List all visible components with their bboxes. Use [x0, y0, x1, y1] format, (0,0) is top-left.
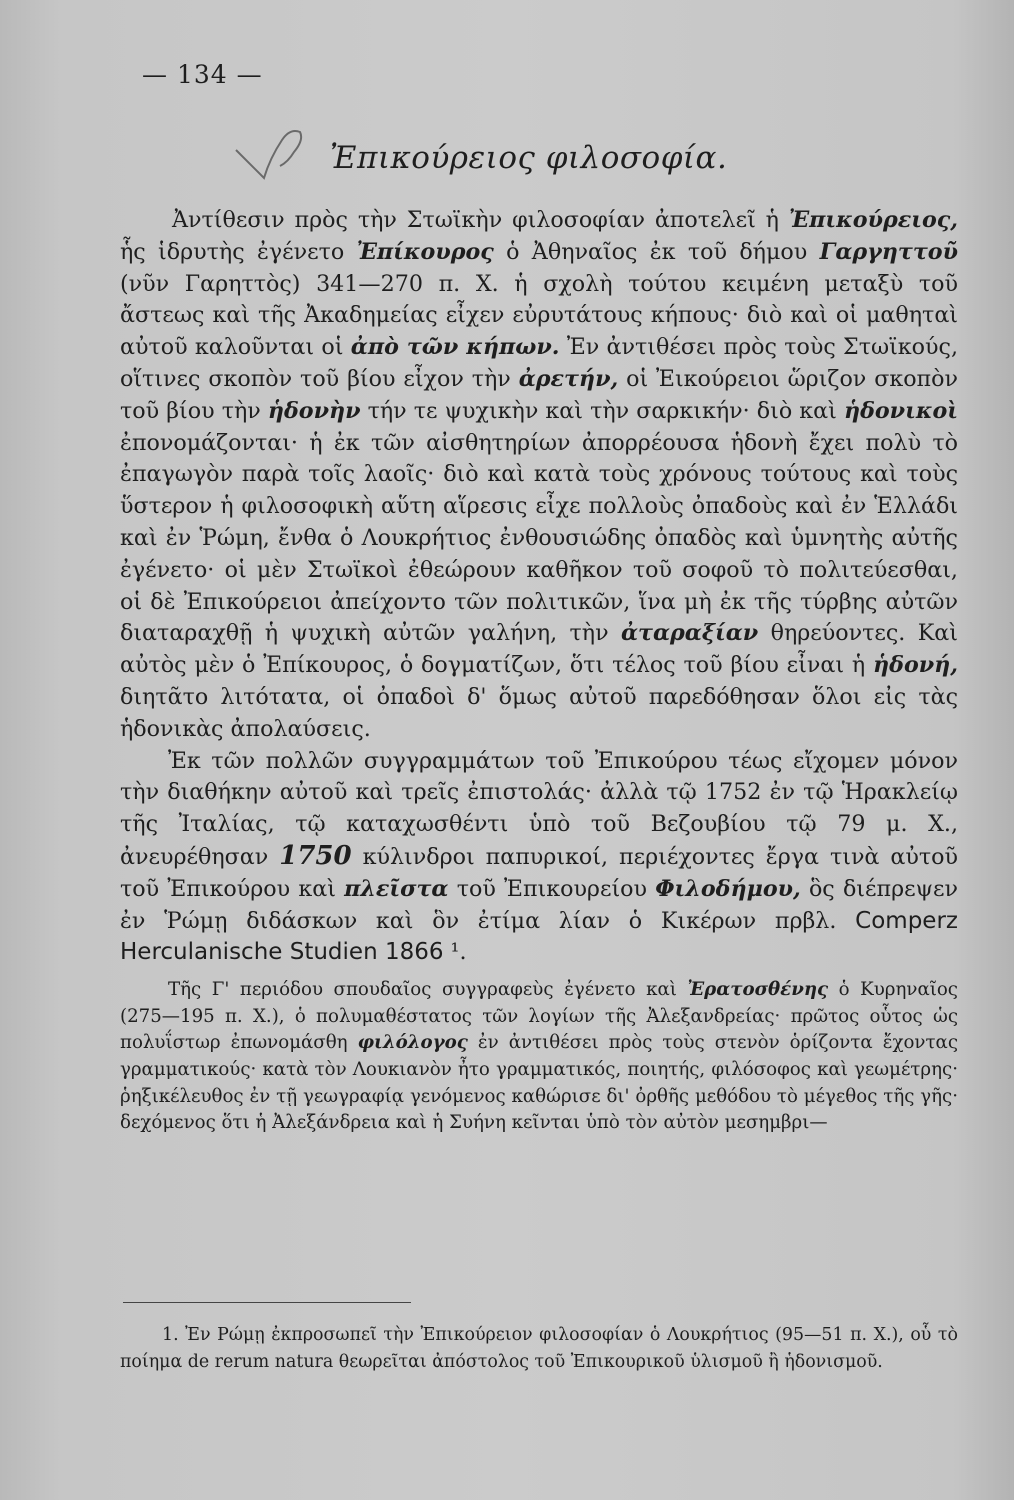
para1-segment: θηρεύοντες. Καὶ αὐτὸς μὲν ὁ Ἐπίκουρος, ὁ δογματίζων, ὅτι τέλος τοῦ βίου εἶναι ἡ — [120, 620, 958, 679]
para1-segment: τήν τε ψυχικὴν καὶ τὴν σαρκικήν· διὸ καὶ — [360, 397, 844, 424]
para1-segment: Ἐπικούρειος, — [788, 207, 958, 233]
para1-segment: Ἐν ἀντιθέσει πρὸς τοὺς Στωϊκούς, οἵτινες σκοπὸν τοῦ βίου εἶχον τὴν — [120, 334, 958, 392]
para1-segment: ἐπονομάζονται· ἡ ἐκ τῶν αἰσθητηρίων ἀπορρέουσα ἡδονὴ ἔχει πολὺ τὸ ἐπαγωγὸν παρὰ τοῖς λαοῖς· διὸ καὶ κατὰ τοὺς χρόνους τούτους καὶ τοὺς ὕστερον ἡ φιλοσοφικὴ αὕτη αἵρεσις εἶχε πολλοὺς ὀπαδοὺς καὶ ἐν Ἑλλάδι καὶ ἐν Ῥώμη, ἔνθα ὁ Λουκρήτιος ἐνθουσιώδης ὀπαδὸς καὶ ὑμνητὴς αὐτῆς ἐγένετο· οἱ μὲν Στωϊκοὶ ἐθεώρουν καθῆκον τοῦ σοφοῦ τὸ πολιτεύεσθαι, οἱ δὲ Ἐπικούρειοι ἀπείχοντο τῶν πολιτικῶν, ἵνα μὴ ἐκ τῆς τύρβης αὐτῶν διαταραχθῇ ἡ ψυχικὴ αὐτῶν γαλήνη, τὴν — [120, 429, 958, 647]
para3-segment: ἐν ἀντιθέσει πρὸς τοὺς στενὸν ὁρίζοντα ἔχοντας γραμματικούς· κατὰ τὸν Λουκιανὸν ἦτο γραμματικός, ποιητής, φιλόσοφος καὶ γεωμέτρης· ῥηξικέλευθος ἐν τῇ γεωγραφίᾳ γενόμενος καθώρισε δι' ὀρθῆς μεθόδου τὸ μέγεθος τῆς γῆς· δεχόμενος ὅτι ἡ Ἀλεξάνδρεια καὶ ἡ Συήνη κεῖνται ὑπὸ τὸν αὐτὸν μεσημβρι— — [120, 1032, 959, 1134]
para1-segment: (νῦν Γαρηττὸς) 341—270 π. Χ. ἡ σχολὴ τούτου κειμένη μεταξὺ τοῦ ἄστεως καὶ τῆς Ἀκαδημείας εἶχεν εὐρυτάτους κήπους· διὸ καὶ οἱ μαθηταὶ αὐτοῦ καλοῦνται οἱ — [120, 270, 958, 361]
para3-segment: Τῆς Γ' περιόδου σπουδαῖος συγγραφεὺς ἐγένετο καὶ — [168, 979, 688, 1001]
para1-segment: διητᾶτο λιτότατα, οἱ ὀπαδοὶ δ' ὅμως αὐτοῦ παρεδόθησαν ὅλοι εἰς τὰς ἡδονικὰς ἀπολαύσεις. — [120, 683, 958, 742]
para2-segment: Ἐκ τῶν πολλῶν συγγραμμάτων τοῦ Ἐπικούρου τέως εἴχομεν μόνον τὴν διαθήκην αὐτοῦ καὶ τρεῖς ἐπιστολάς· ἀλλὰ τῷ 1752 ἐν τῷ Ἡρακλείῳ τῆς Ἰταλίας, τῷ καταχωσθέντι ὑπὸ τοῦ Βεζουβίου τῷ 79 μ. Χ., ἀνευρέθησαν — [120, 747, 958, 870]
para2-segment: Comperz Herculanische Studien 1866 — [120, 907, 958, 966]
para1-segment: Ἐπίκουρος — [356, 238, 494, 265]
para1-segment: Γαργηττοῦ — [819, 238, 958, 265]
footnote — [120, 1322, 958, 1376]
para2-segment: Φιλοδήμου, — [655, 875, 801, 902]
paragraph-writings — [120, 746, 958, 970]
footnote-text: 1. Ἐν Ρώμῃ ἐκπροσωπεῖ τὴν Ἐπικούρειον φιλοσοφίαν ὁ Λουκρήτιος (95—51 π. Χ.), οὗ τὸ ποίημα de rerum natura θεωρεῖται ἀπόστολος τοῦ Ἐπικουρικοῦ ὑλισμοῦ ἢ ἡδονισμοῦ. — [120, 1325, 958, 1372]
para2-segment: 1750 — [279, 840, 352, 871]
pencil-mark-icon — [230, 118, 310, 188]
para1-segment: ἀπὸ τῶν κήπων. — [350, 334, 560, 361]
para3-segment: φιλόλογος — [357, 1032, 468, 1054]
para1-segment: ἧς ἱδρυτὴς ἐγένετο — [120, 238, 357, 265]
para1-segment: οἱ Ἐικούρειοι ὥριζον σκοπὸν τοῦ βίου τὴν — [120, 365, 958, 424]
section-title: Ἐπικούρειος φιλοσοφία. — [330, 140, 728, 176]
para3-segment: ὁ Κυρηναῖος (275—195 π. Χ.), ὁ πολυμαθέστατος τῶν λογίων τῆς Ἀλεξανδρείας· πρῶτος οὗτος ὡς πολυΐστωρ ἐπωνομάσθη — [120, 979, 958, 1054]
para2-segment: τοῦ Ἐπικουρείου — [448, 875, 656, 902]
para2-segment: ὃς διέπρεψεν ἐν Ῥώμῃ διδάσκων καὶ ὃν ἐτίμα λίαν ὁ Κικέρων πρβλ. — [120, 875, 958, 934]
para1-segment: Ἀντίθεσιν πρὸς τὴν Στωϊκὴν φιλοσοφίαν ἀποτελεῖ ἡ — [172, 207, 789, 233]
para1-segment: ἡδονή, — [873, 652, 958, 679]
para2-segment: ¹. — [443, 939, 467, 966]
para1-segment: ἡδονικοὶ — [843, 397, 958, 424]
paragraph-eratosthenes — [120, 977, 958, 1137]
para1-segment: ὁ Ἀθηναῖος ἐκ τοῦ δήμου — [493, 238, 820, 265]
paragraph-epicurean — [120, 205, 958, 746]
para1-segment: ἀταραξίαν — [620, 620, 759, 647]
page-number: — 134 — — [142, 60, 263, 89]
footnote-divider — [123, 1302, 411, 1303]
para3-segment: Ἐρατοσθένης — [687, 979, 829, 1001]
para2-segment: κύλινδροι παπυρικοί, περιέχοντες ἔργα τινὰ αὐτοῦ τοῦ Ἐπικούρου καὶ — [120, 843, 958, 902]
body-text — [120, 205, 958, 1137]
para1-segment: ἀρετήν, — [518, 365, 619, 392]
para2-segment: πλεῖστα — [344, 875, 449, 902]
para1-segment: ἡδονὴν — [267, 397, 361, 424]
